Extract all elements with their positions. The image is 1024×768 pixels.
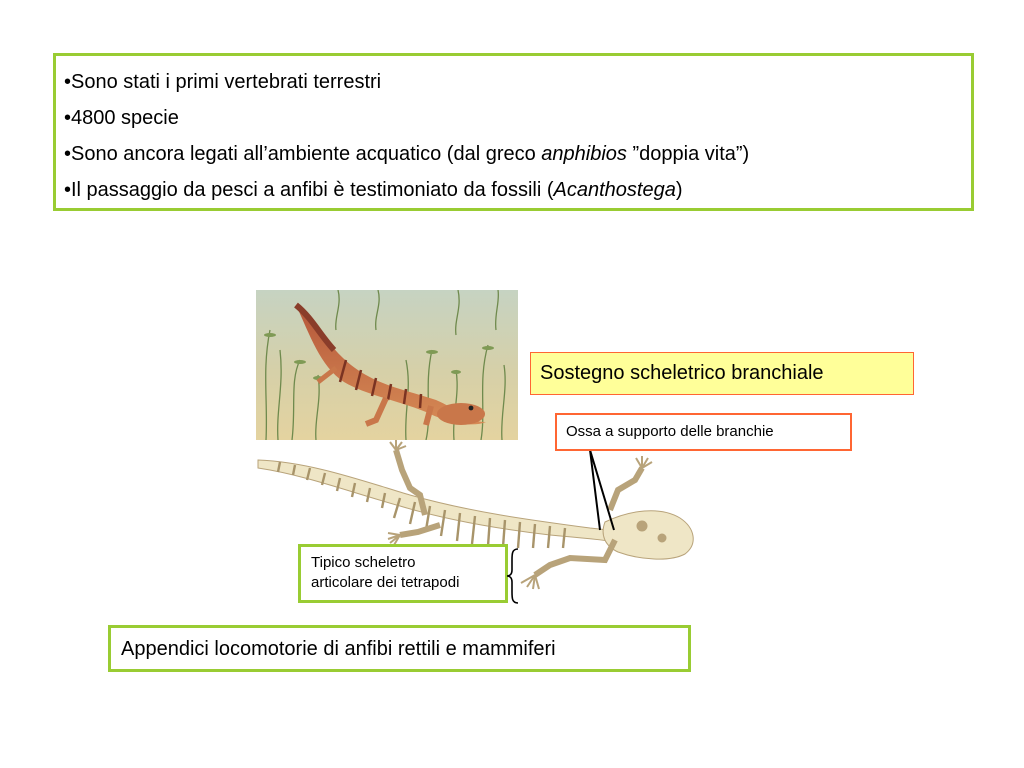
pointer-lines bbox=[580, 450, 620, 535]
acanthostega-illustration bbox=[256, 290, 518, 440]
bullet-4-italic: Acanthostega bbox=[553, 179, 676, 201]
tetrapod-label-line2: articolare dei tetrapodi bbox=[311, 574, 460, 591]
bullet-3 bbox=[64, 136, 971, 172]
bullet-3-text: •Sono ancora legati all’ambiente acquatico (dal greco bbox=[64, 143, 542, 165]
tetrapod-skeleton-label bbox=[298, 544, 508, 603]
bullet-1: •Sono stati i primi vertebrati terrestri bbox=[64, 71, 382, 93]
tetrapod-label-line1: Tipico scheletro bbox=[311, 554, 416, 571]
bullet-4 bbox=[64, 172, 971, 208]
bullet-2: •4800 specie bbox=[64, 107, 179, 129]
bullet-list-box bbox=[53, 53, 974, 211]
locomotor-appendages-label: Appendici locomotorie di anfibi rettili e mammiferi bbox=[108, 625, 691, 672]
gill-bones-label: Ossa a supporto delle branchie bbox=[555, 413, 852, 451]
bullet-4-tail: ) bbox=[675, 179, 683, 201]
bullet-4-text: •Il passaggio da pesci a anfibi è testimoniato da fossili ( bbox=[64, 179, 554, 201]
bullet-3-tail: ”doppia vita”) bbox=[626, 143, 750, 165]
gill-support-label: Sostegno scheletrico branchiale bbox=[530, 352, 914, 395]
curly-brace-icon bbox=[506, 548, 520, 604]
bullet-3-italic: anphibios bbox=[541, 143, 627, 165]
